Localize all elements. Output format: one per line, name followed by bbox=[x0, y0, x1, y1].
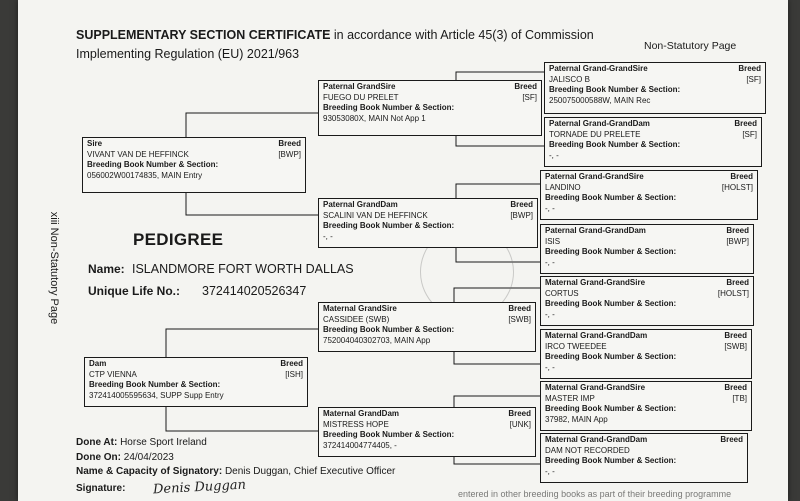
maternal-grand-grandsire-1-box: Maternal Grand-GrandSire Breed CORTUS [HOLST] Breeding Book Number & Section: -, - bbox=[540, 276, 754, 326]
paternal-grand-grandsire-1-box: Paternal Grand-GrandSire Breed JALISCO B [SF] Breeding Book Number & Section: 250075000588W, MAIN Rec bbox=[544, 62, 766, 114]
certificate-title-line2: Implementing Regulation (EU) 2021/963 bbox=[76, 47, 300, 61]
maternal-grand-granddam-2-box: Maternal Grand-GrandDam Breed DAM NOT RECORDED Breeding Book Number & Section: -, - bbox=[540, 433, 748, 483]
paternal-grand-granddam-1-box: Paternal Grand-GrandDam Breed TORNADE DU PRELETE [SF] Breeding Book Number & Section: -, - bbox=[544, 117, 762, 167]
non-statutory-label: Non-Statutory Page bbox=[644, 40, 737, 52]
side-page-label: xiii Non-Statutory Page bbox=[48, 211, 60, 325]
ule-label: Unique Life No.: bbox=[88, 284, 180, 298]
dam-box: Dam Breed CTP VIENNA [ISH] Breeding Book Number & Section: 372414005595634, SUPP Supp Entry bbox=[84, 357, 308, 407]
paternal-grand-grandsire-2-box: Paternal Grand-GrandSire Breed LANDINO [HOLST] Breeding Book Number & Section: -, - bbox=[540, 170, 758, 220]
name-label: Name: bbox=[88, 262, 125, 276]
paternal-grand-granddam-2-box: Paternal Grand-GrandDam Breed ISIS [BWP] Breeding Book Number & Section: -, - bbox=[540, 224, 754, 274]
bleed-through-text: entered in other breeding books as part of their breeding programme bbox=[458, 489, 732, 499]
handwritten-signature: Denis Duggan bbox=[152, 477, 247, 498]
maternal-grand-granddam-1-box: Maternal Grand-GrandDam Breed IRCO TWEEDEE [SWB] Breeding Book Number & Section: -, - bbox=[540, 329, 752, 379]
signature-row: Signature: bbox=[76, 483, 126, 494]
animal-name: ISLANDMORE FORT WORTH DALLAS bbox=[132, 262, 354, 276]
signatory-row: Name & Capacity of Signatory: Denis Duggan, Chief Executive Officer bbox=[76, 466, 396, 477]
certificate-page bbox=[18, 0, 788, 501]
maternal-grand-grandsire-2-box: Maternal Grand-GrandSire Breed MASTER IMP [TB] Breeding Book Number & Section: 37982, MAIN App bbox=[540, 381, 752, 431]
paternal-granddam-box: Paternal GrandDam Breed SCALINI VAN DE HEFFINCK [BWP] Breeding Book Number & Section: -, - bbox=[318, 198, 538, 248]
pedigree-heading: PEDIGREE bbox=[133, 230, 224, 249]
ule-number: 372414020526347 bbox=[202, 284, 307, 298]
done-on-row: Done On: 24/04/2023 bbox=[76, 452, 174, 463]
certificate-title: SUPPLEMENTARY SECTION CERTIFICATE in accordance with Article 45(3) of Commission bbox=[76, 28, 594, 42]
maternal-granddam-box: Maternal GrandDam Breed MISTRESS HOPE [UNK] Breeding Book Number & Section: 372414004774405, - bbox=[318, 407, 536, 457]
done-at-row: Done At: Horse Sport Ireland bbox=[76, 437, 207, 448]
sire-box: Sire Breed VIVANT VAN DE HEFFINCK [BWP] Breeding Book Number & Section: 056002W00174835, MAIN Entry bbox=[82, 137, 306, 193]
paternal-grandsire-box: Paternal GrandSire Breed FUEGO DU PRELET [SF] Breeding Book Number & Section: 93053080X, MAIN Not App 1 bbox=[318, 80, 542, 136]
maternal-grandsire-box: Maternal GrandSire Breed CASSIDEE (SWB) [SWB] Breeding Book Number & Section: 752004040302703, MAIN App bbox=[318, 302, 536, 352]
